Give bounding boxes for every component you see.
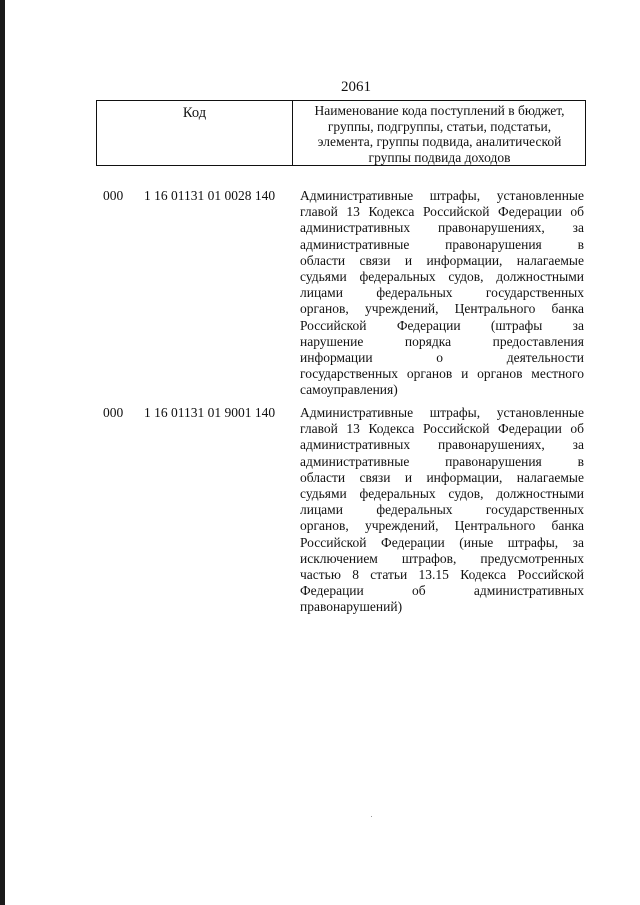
entry-prefix: 000 [103,188,124,203]
description-line: области связи и информации, налагаемые [300,469,584,485]
description-line: самоуправления) [300,382,398,398]
scan-speck [371,816,372,817]
entry-description [300,405,584,616]
description-line: информации о деятельности [300,350,584,366]
description-line: исключением штрафов, предусмотренных [300,550,584,566]
description-line: лицами федеральных государственных [300,285,584,301]
page-number: 2061 [341,79,371,95]
description-line: области связи и информации, налагаемые [300,252,584,268]
description-line: административных правонарушениях, за [300,220,584,236]
description-line: частью 8 статьи 13.15 Кодекса Российской [300,567,584,583]
description-line: Российской Федерации (штрафы за [300,317,584,333]
header-name-label [297,103,582,165]
header-name-line: группы подвида доходов [368,149,511,165]
description-line: государственных органов и органов местного [300,366,584,382]
entry-code: 1 16 01131 01 0028 140 [144,188,276,203]
description-line: судьями федеральных судов, должностными [300,486,584,502]
header-name-line: Наименование кода поступлений в бюджет, [314,103,565,118]
description-line: нарушение порядка предоставления [300,333,584,349]
entry-description [300,188,584,399]
description-line: Федерации об административных [300,583,584,599]
description-line: органов, учреждений, Центрального банка [300,301,584,317]
description-line: Российской Федерации (иные штрафы, за [300,534,584,550]
entry-code: 1 16 01131 01 9001 140 [144,405,276,420]
scan-edge [0,0,5,905]
description-line: административные правонарушения в [300,236,584,252]
description-line: главой 13 Кодекса Российской Федерации об [300,204,584,220]
description-line: Административные штрафы, установленные [300,405,584,420]
header-name-line: элемента, группы подвида, аналитической [317,134,562,149]
description-line: правонарушений) [300,599,403,615]
description-line: судьями федеральных судов, должностными [300,269,584,285]
description-line: лицами федеральных государственных [300,502,584,518]
description-line: административных правонарушениях, за [300,437,584,453]
description-line: органов, учреждений, Центрального банка [300,518,584,534]
description-line: главой 13 Кодекса Российской Федерации об [300,421,584,437]
description-line: административные правонарушения в [300,453,584,469]
header-name-line: группы, подгруппы, статьи, подстатьи, [327,118,552,134]
entry-prefix: 000 [103,405,124,420]
header-table [96,100,586,166]
header-code-label: Код [182,105,207,121]
description-line: Административные штрафы, установленные [300,188,584,203]
header-divider [292,101,293,165]
